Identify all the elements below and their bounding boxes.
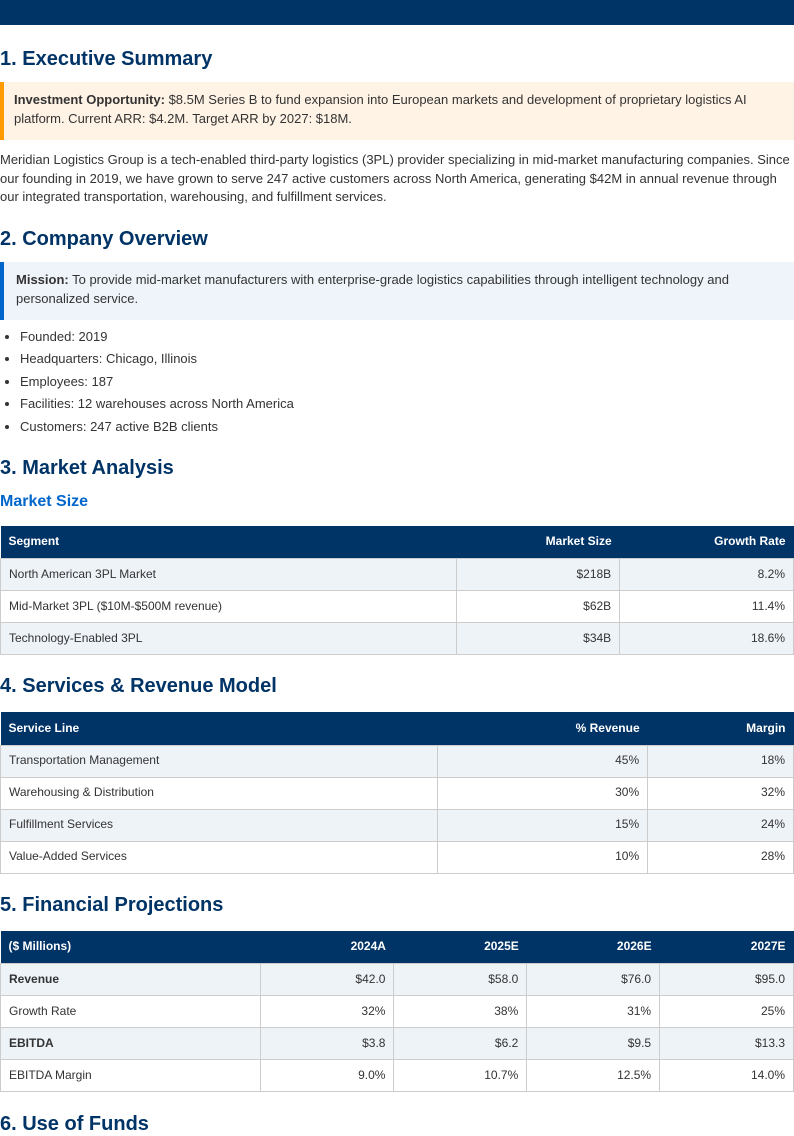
table-cell: $13.3 <box>660 1028 794 1060</box>
table-header-row <box>1 931 794 964</box>
table-header-row <box>1 712 794 745</box>
callout-label: Investment Opportunity: <box>14 92 165 107</box>
table-row <box>1 623 794 655</box>
column-header: Margin <box>648 712 794 745</box>
section-title-market-analysis: 3. Market Analysis <box>0 457 174 480</box>
table-cell: 28% <box>648 841 794 873</box>
table-row <box>1 591 794 623</box>
table-header-row <box>1 526 794 559</box>
column-header: % Revenue <box>438 712 648 745</box>
table-row <box>1 964 794 996</box>
table-cell: $62B <box>457 591 620 623</box>
table-row <box>1 777 794 809</box>
table-cell: 45% <box>438 745 648 777</box>
column-header: 2025E <box>394 931 527 964</box>
table-cell: 25% <box>660 996 794 1028</box>
table-cell: 8.2% <box>620 559 794 591</box>
table-cell: $42.0 <box>260 964 394 996</box>
investment-opportunity-callout <box>0 82 794 140</box>
header-bar <box>0 0 794 25</box>
table-cell: Value-Added Services <box>1 841 438 873</box>
table-cell: 9.0% <box>260 1060 394 1092</box>
table-cell: EBITDA <box>1 1028 261 1060</box>
table-cell: 31% <box>527 996 660 1028</box>
column-header: 2026E <box>527 931 660 964</box>
table-cell: 38% <box>394 996 527 1028</box>
table-cell: Revenue <box>1 964 261 996</box>
column-header: Growth Rate <box>620 526 794 559</box>
column-header: 2027E <box>660 931 794 964</box>
list-item: • Facilities: 12 warehouses across North America <box>20 393 794 416</box>
section-title-financial-projections: 5. Financial Projections <box>0 893 224 916</box>
table-row <box>1 841 794 873</box>
table-cell: 10.7% <box>394 1060 527 1092</box>
table-cell: $95.0 <box>660 964 794 996</box>
column-header: Market Size <box>457 526 620 559</box>
table-row <box>1 996 794 1028</box>
table-cell: 10% <box>438 841 648 873</box>
table-cell: 30% <box>438 777 648 809</box>
table-row <box>1 1028 794 1060</box>
company-facts-list <box>0 326 794 439</box>
list-item: • Employees: 187 <box>20 371 794 394</box>
table-cell: Mid-Market 3PL ($10M-$500M revenue) <box>1 591 457 623</box>
table-row <box>1 1060 794 1092</box>
table-cell: Transportation Management <box>1 745 438 777</box>
callout-text: To provide mid-market manufacturers with enterprise-grade logistics capabilities through intelligent technology and personalized service. <box>16 272 729 307</box>
callout-label: Mission: <box>16 272 69 288</box>
table-cell: $218B <box>457 559 620 591</box>
list-item: • Customers: 247 active B2B clients <box>20 416 794 439</box>
column-header: Service Line <box>1 712 438 745</box>
table-cell: 12.5% <box>527 1060 660 1092</box>
table-cell: Growth Rate <box>1 996 261 1028</box>
column-header: 2024A <box>260 931 394 964</box>
table-cell: $76.0 <box>527 964 660 996</box>
section-title-company-overview: 2. Company Overview <box>0 228 208 251</box>
table-cell: Technology-Enabled 3PL <box>1 623 457 655</box>
table-cell: 18% <box>648 745 794 777</box>
table-cell: 32% <box>648 777 794 809</box>
financial-projections-table <box>0 931 794 1093</box>
list-item: • Founded: 2019 <box>20 326 794 349</box>
document-body <box>0 25 794 1136</box>
table-cell: Warehousing & Distribution <box>1 777 438 809</box>
list-item: • Headquarters: Chicago, Illinois <box>20 348 794 371</box>
table-row <box>1 745 794 777</box>
column-header: Segment <box>1 526 457 559</box>
services-table <box>0 712 794 874</box>
table-cell: $6.2 <box>394 1028 527 1060</box>
mission-callout <box>0 262 794 320</box>
section-title-executive-summary: 1. Executive Summary <box>0 48 213 70</box>
table-cell: 18.6% <box>620 623 794 655</box>
table-cell: 15% <box>438 809 648 841</box>
market-size-table <box>0 526 794 656</box>
section-title-use-of-funds: 6. Use of Funds <box>0 1113 149 1136</box>
table-cell: 14.0% <box>660 1060 794 1092</box>
summary-paragraph: Meridian Logistics Group is a tech-enabled third-party logistics (3PL) provider specializing in mid-market manufacturing companies. Since our founding in 2019, we have grown to serve 247 active customers across North America, generating $42M in annual revenue through our integrated transportation, warehousing, and fulfillment services. <box>0 151 790 205</box>
subtitle-market-size: Market Size <box>0 493 89 511</box>
table-row <box>1 559 794 591</box>
table-cell: North American 3PL Market <box>1 559 457 591</box>
table-cell: 11.4% <box>620 591 794 623</box>
table-cell: Fulfillment Services <box>1 809 438 841</box>
callout-text: $8.5M Series B to fund expansion into European markets and development of proprietary logistics AI platform. Current ARR: $4.2M. Target ARR by 2027: $18M. <box>14 92 747 126</box>
section-title-services: 4. Services & Revenue Model <box>0 675 277 698</box>
table-cell: 32% <box>260 996 394 1028</box>
column-header: ($ Millions) <box>1 931 261 964</box>
table-cell: 24% <box>648 809 794 841</box>
table-cell: $58.0 <box>394 964 527 996</box>
table-cell: $9.5 <box>527 1028 660 1060</box>
table-row <box>1 809 794 841</box>
table-cell: $3.8 <box>260 1028 394 1060</box>
table-cell: EBITDA Margin <box>1 1060 261 1092</box>
table-cell: $34B <box>457 623 620 655</box>
